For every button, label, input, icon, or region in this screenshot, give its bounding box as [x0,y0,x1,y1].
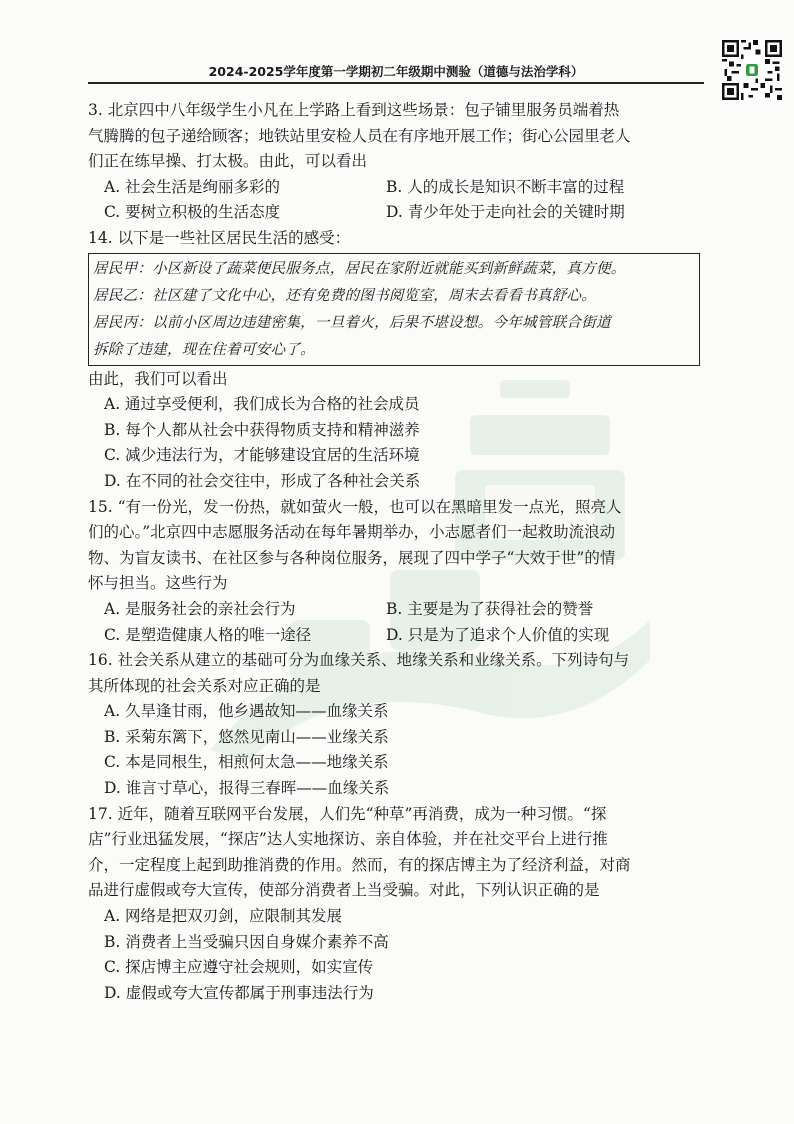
question-stem-line: 16. 社会关系从建立的基础可分为血缘关系、地缘关系和业缘关系。下列诗句与 [88,651,630,670]
quote-line: 居民甲：小区新设了蔬菜便民服务点，居民在家附近就能买到新鲜蔬菜，真方便。 [93,259,626,277]
option-d: D. 只是为了追求个人价值的实现 [386,625,610,644]
option-b: B. 每个人都从社会中获得物质支持和精神滋养 [104,420,420,439]
answer-options [88,175,704,226]
question-stem-line: 物、为盲友读书、在社区参与各种岗位服务，展现了四中学子“大效于世”的情 [88,548,616,567]
option-d: D. 谁言寸草心，报得三春晖——血缘关系 [104,779,390,798]
quote-line: 居民乙：社区建了文化中心，还有免费的图书阅览室，周末去看看书真舒心。 [93,286,596,304]
question-stem-line: 品进行虚假或夸大宣传，使部分消费者上当受骗。对此，下列认识正确的是 [88,881,600,900]
option-b: B. 消费者上当受骗只因自身媒介素养不高 [104,932,389,951]
question-17 [88,802,704,1007]
question-stem-line: 介，一定程度上起到助推消费的作用。然而，有的探店博主为了经济利益，对商 [88,855,631,874]
answer-options [88,392,704,494]
answer-options [88,699,704,801]
option-a: A. 网络是把双刃剑，应限制其发展 [104,907,343,926]
option-d: D. 在不同的社会交往中，形成了各种社会关系 [104,471,421,490]
option-c: C. 要树立积极的生活态度 [104,203,281,222]
question-stem-line: 们正在练早操、打太极。由此，可以看出 [88,152,368,171]
question-stem-line: 怀与担当。这些行为 [88,574,228,593]
header-rule [88,82,704,84]
option-a: A. 久旱逢甘雨，他乡遇故知——血缘关系 [104,702,389,721]
question-13 [88,98,704,226]
option-d: D. 青少年处于走向社会的关键时期 [386,203,625,222]
qr-code-icon [722,40,782,100]
option-b: B. 主要是为了获得社会的赞誉 [386,599,594,618]
exam-header-title: 2024-2025学年度第一学期初二年级期中测验（道德与法治学科） [208,64,584,79]
exam-content [88,98,704,1006]
question-16 [88,648,704,802]
question-stem-line: 其所体现的社会关系对应正确的是 [88,676,321,695]
question-stem-line: 气腾腾的包子递给顾客；地铁站里安检人员在有序地开展工作；街心公园里老人 [88,126,631,145]
question-stem-line: 17. 近年，随着互联网平台发展，人们先“种草”再消费，成为一种习惯。“探 [88,804,607,823]
option-b: B. 人的成长是知识不断丰富的过程 [386,177,625,196]
question-stem-line: 14. 以下是一些社区居民生活的感受： [88,228,351,247]
option-d: D. 虚假或夸大宣传都属于刑事违法行为 [104,983,374,1002]
question-stem-line: 3. 北京四中八年级学生小凡在上学路上看到这些场景：包子铺里服务员端着热 [88,101,620,119]
option-c: C. 是塑造健康人格的唯一途径 [104,625,312,644]
question-stem-line: 们的心。”北京四中志愿服务活动在每年暑期举办，小志愿者们一起救助流浪动 [88,523,616,542]
option-a: A. 通过享受便利，我们成长为合格的社会成员 [104,395,420,414]
option-c: C. 探店博主应遵守社会规则，如实宣传 [104,958,374,977]
option-a: A. 是服务社会的亲社会行为 [104,599,296,618]
option-a: A. 社会生活是绚丽多彩的 [104,177,281,196]
question-stem-line: 15. “有一份光，发一份热，就如萤火一般，也可以在黑暗里发一点光，照亮人 [88,497,622,516]
question-stem-line: 店”行业迅猛发展，“探店”达人实地探访、亲自体验，并在社交平台上进行推 [88,830,608,849]
answer-options [88,597,704,648]
quote-line: 居民丙：以前小区周边违建密集，一旦着火，后果不堪设想。今年城管联合街道 [93,313,611,331]
option-c: C. 本是同根生，相煎何太急——地缘关系 [104,753,389,772]
question-stem-line: 由此，我们可以看出 [88,369,228,388]
question-14 [88,226,704,495]
answer-options [88,904,704,1006]
option-b: B. 采菊东篱下，悠然见南山——业缘关系 [104,727,389,746]
quote-line: 拆除了违建，现在住着可安心了。 [93,340,315,358]
option-c: C. 减少违法行为，才能够建设宜居的生活环境 [104,446,420,465]
resident-quotes-box [88,253,700,366]
question-15 [88,495,704,649]
